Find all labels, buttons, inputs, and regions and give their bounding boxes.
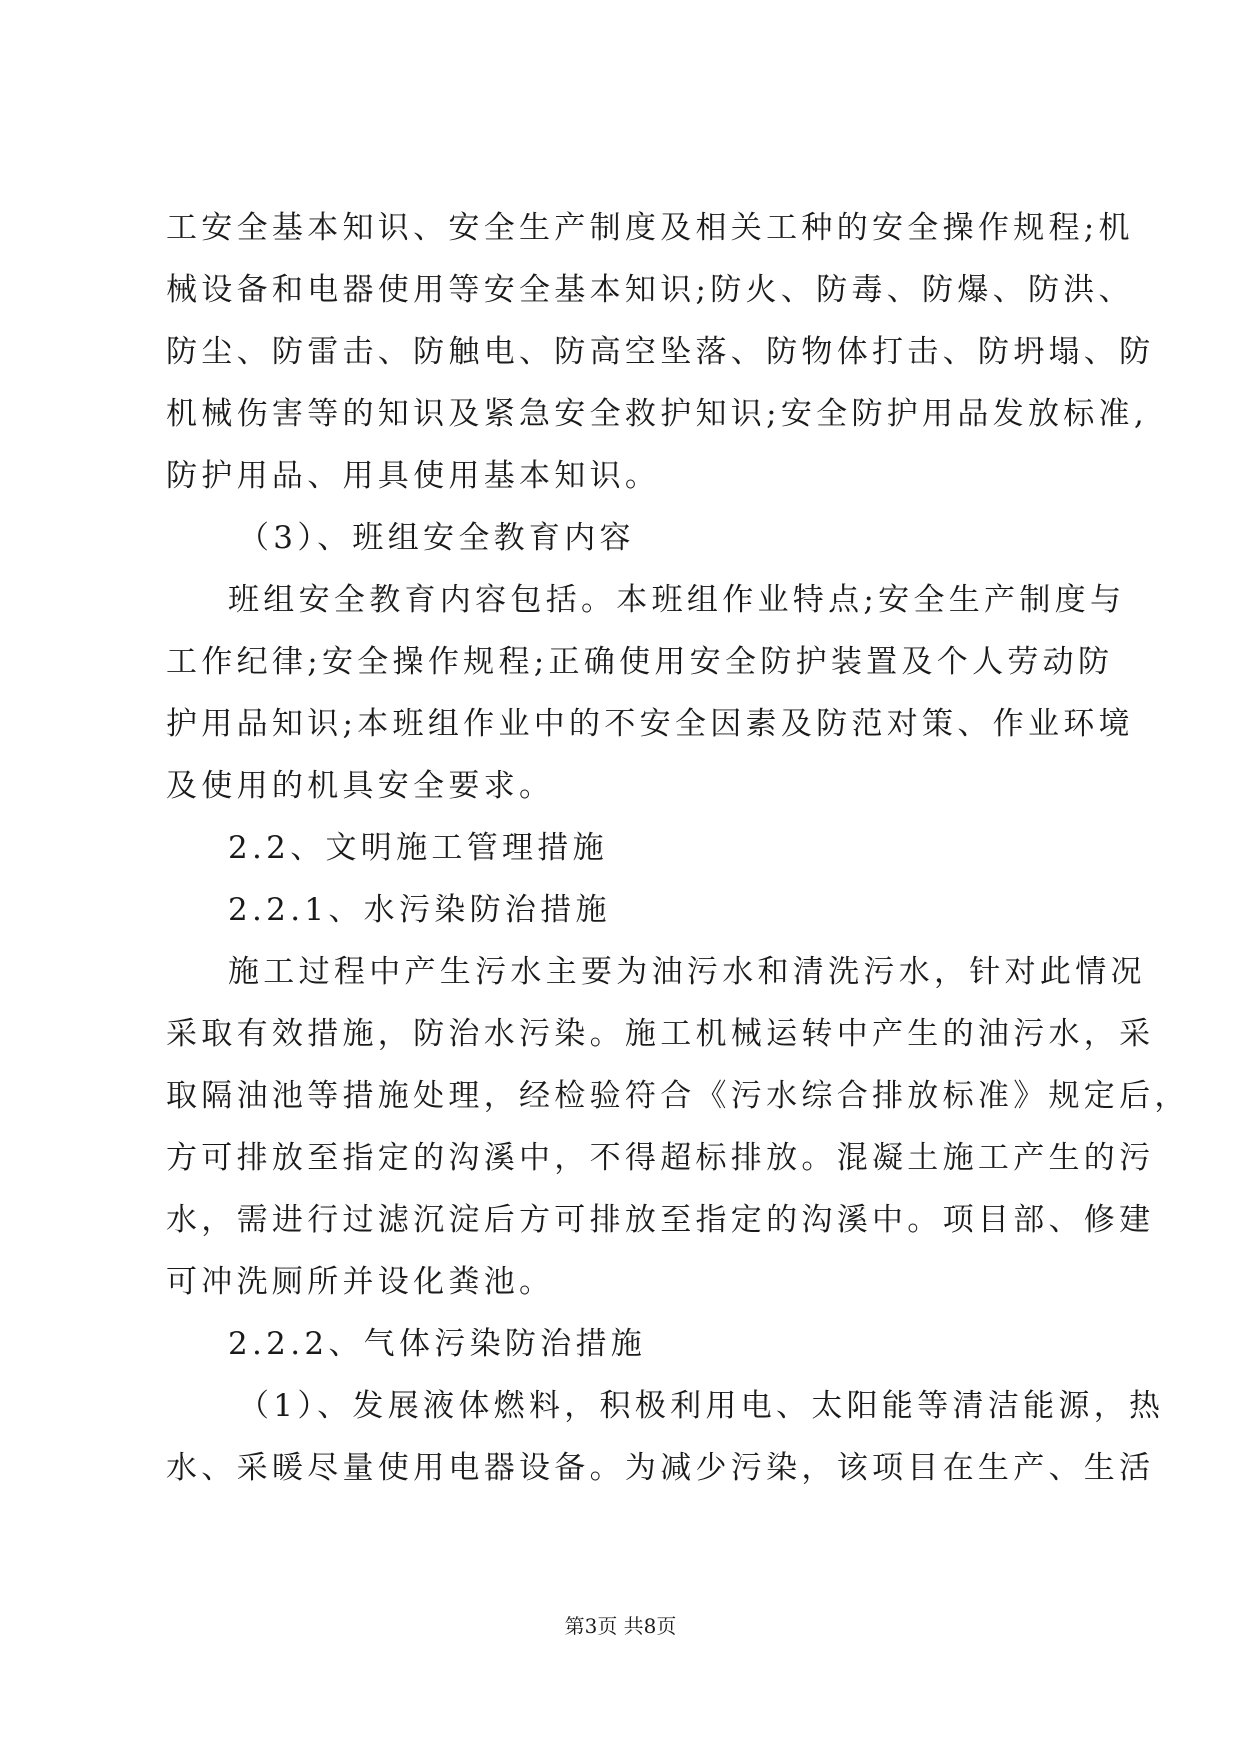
text-line: 防尘、防雷击、防触电、防高空坠落、防物体打击、防坍塌、防 — [166, 334, 1155, 370]
text-line: 防护用品、用具使用基本知识。 — [166, 458, 661, 494]
text-line: 工作纪律;安全操作规程;正确使用安全防护装置及个人劳动防 — [166, 644, 1114, 680]
section-heading: （3）、班组安全教育内容 — [238, 520, 635, 556]
text-line: 水，需进行过滤沉淀后方可排放至指定的沟溪中。项目部、修建 — [166, 1202, 1155, 1238]
section-heading: 2.2、文明施工管理措施 — [228, 830, 608, 866]
text-line: 工安全基本知识、安全生产制度及相关工种的安全操作规程;机 — [166, 210, 1134, 246]
section-heading: 2.2.2、气体污染防治措施 — [228, 1326, 647, 1362]
text-line: 可冲洗厕所并设化粪池。 — [166, 1264, 555, 1300]
text-line: 施工过程中产生污水主要为油污水和清洗污水，针对此情况 — [228, 954, 1146, 990]
text-line: （1）、发展液体燃料，积极利用电、太阳能等清洁能源，热 — [238, 1388, 1165, 1424]
text-line: 护用品知识;本班组作业中的不安全因素及防范对策、作业环境 — [166, 706, 1134, 742]
text-line: 及使用的机具安全要求。 — [166, 768, 555, 804]
text-line: 械设备和电器使用等安全基本知识;防火、防毒、防爆、防洪、 — [166, 272, 1134, 308]
text-line: 采取有效措施，防治水污染。施工机械运转中产生的油污水，采 — [166, 1016, 1155, 1052]
text-line: 机械伤害等的知识及紧急安全救护知识;安全防护用品发放标准, — [166, 396, 1148, 432]
text-line: 班组安全教育内容包括。本班组作业特点;安全生产制度与 — [228, 582, 1126, 618]
text-line: 水、采暖尽量使用电器设备。为减少污染，该项目在生产、生活 — [166, 1450, 1155, 1486]
page-number-footer: 第3页 共8页 — [564, 1614, 677, 1638]
text-line: 方可排放至指定的沟溪中，不得超标排放。混凝土施工产生的污 — [166, 1140, 1155, 1176]
text-line: 取隔油池等措施处理，经检验符合《污水综合排放标准》规定后， — [166, 1078, 1190, 1114]
section-heading: 2.2.1、水污染防治措施 — [228, 892, 611, 928]
